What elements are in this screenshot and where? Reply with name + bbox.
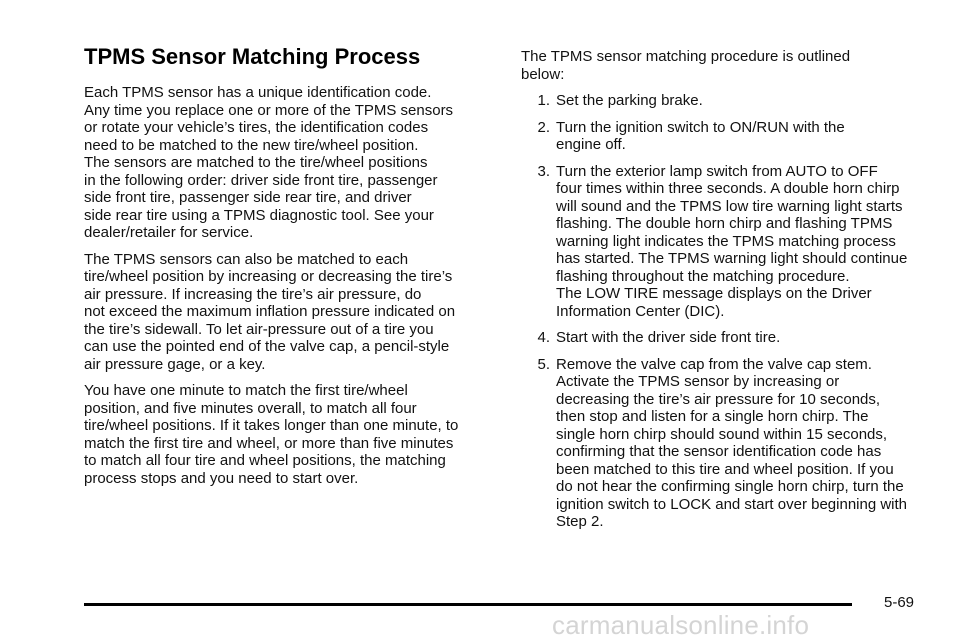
watermark-text: carmanualsonline.info (552, 610, 810, 640)
section-title: TPMS Sensor Matching Process (84, 44, 421, 69)
step-text: Turn the exterior lamp switch from AUTO to OFF four times within three seconds. A double horn chirp will sound and the TPMS low tire warning light starts flashing. The double horn chirp and flashing TPMS warning light indicates the TPMS matching process has started. The TPMS warning light should continue flashing throughout the matching procedure. The LOW TIRE message displays on the Driver Information Center (DIC). (556, 162, 908, 320)
step-number: 2. (537, 118, 550, 136)
procedure-step (521, 119, 931, 154)
left-column (84, 44, 494, 496)
right-column (521, 48, 931, 540)
procedure-intro: The TPMS sensor matching procedure is outlined below: (521, 48, 851, 83)
step-text: Start with the driver side front tire. (556, 329, 781, 346)
paragraph-time-limits: You have one minute to match the first tire/wheel position, and five minutes overall, to match all four tire/wheel positions. If it takes longer than one minute, to match the first tire and wheel, or more than five minutes to match all four tire and wheel positions, the matching process stops and you need to start over. (84, 382, 459, 487)
procedure-step (521, 356, 931, 531)
procedure-step (521, 92, 931, 110)
step-number: 5. (537, 355, 550, 373)
procedure-step (521, 329, 931, 347)
step-number: 1. (537, 92, 550, 109)
procedure-step (521, 163, 931, 321)
step-number: 4. (537, 329, 550, 346)
page-number: 5-69 (884, 594, 915, 611)
paragraph-air-pressure-matching: The TPMS sensors can also be matched to each tire/wheel position by increasing or decreasing the tire’s air pressure. If increasing the tire’s air pressure, do not exceed the maximum inflation pressure indicated on the tire’s sidewall. To let air-pressure out of a tire you can use the pointed end of the valve cap, a pencil-style air pressure gage, or a key. (84, 250, 456, 373)
paragraph-sensor-identification: Each TPMS sensor has a unique identification code. Any time you replace one or more of the TPMS sensors or rotate your vehicle’s tires, the identification codes need to be matched to the new tire/wheel position. The sensors are matched to the tire/wheel positions in the following order: driver side front tire, passenger side front tire, passenger side rear tire, and driver side rear tire using a TPMS diagnostic tool. See your dealer/retailer for service. (84, 84, 454, 241)
procedure-steps-list (521, 92, 931, 531)
step-text: Remove the valve cap from the valve cap stem. Activate the TPMS sensor by increasing or decreasing the tire’s air pressure for 10 seconds, then stop and listen for a single horn chirp. The single horn chirp should sound within 15 seconds, confirming that the sensor identification code has been matched to this tire and wheel position. If you do not hear the confirming single horn chirp, turn the ignition switch to LOCK and start over beginning with Step 2. (556, 355, 908, 530)
step-text: Set the parking brake. (556, 92, 703, 109)
footer-divider (84, 603, 852, 606)
step-number: 3. (537, 162, 550, 180)
step-text: Turn the ignition switch to ON/RUN with the engine off. (556, 118, 845, 153)
